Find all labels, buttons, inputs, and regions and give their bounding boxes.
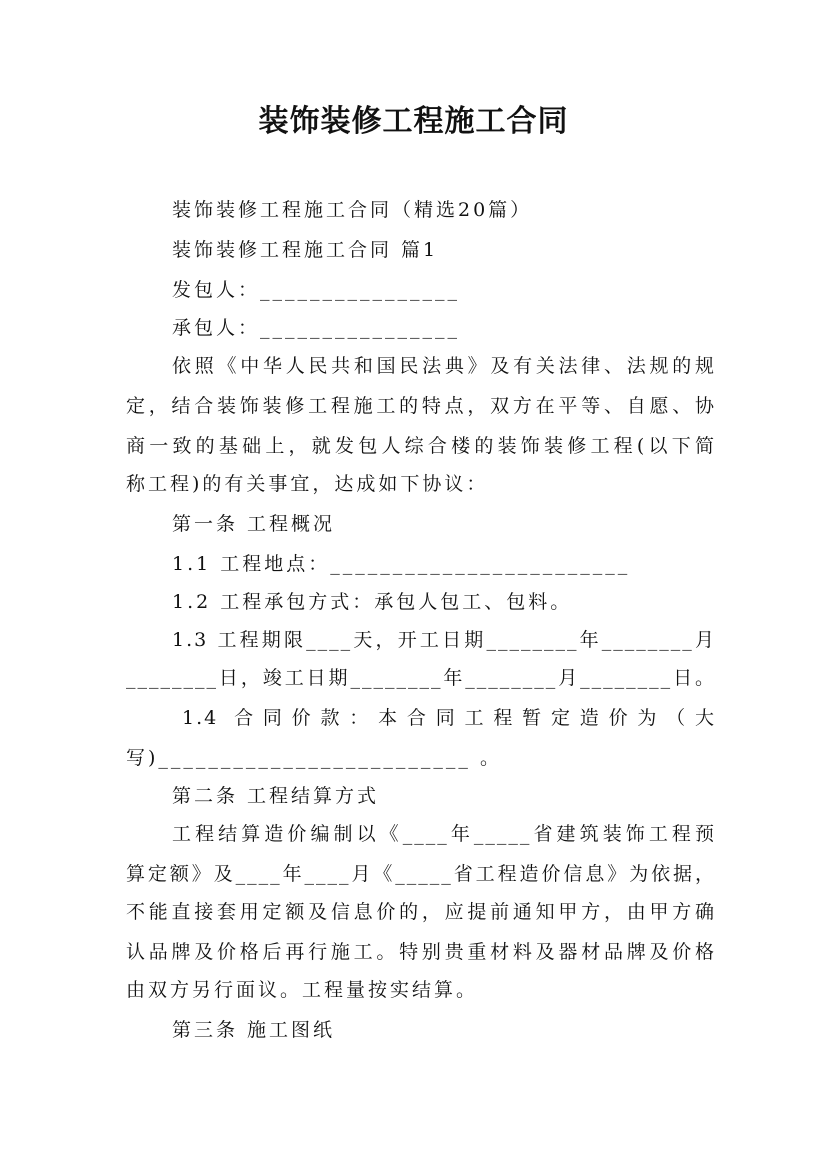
clause-line: 1.2 工程承包方式：承包人包工、包料。 <box>172 591 573 613</box>
article-heading: 第三条 施工图纸 <box>172 1019 336 1041</box>
section-heading: 装饰装修工程施工合同 篇1 <box>172 239 439 261</box>
paragraph-line: 不能直接套用定额及信息价的，应提前通知甲方，由甲方确 <box>126 901 716 923</box>
paragraph-line: 由双方另行面议。工程量按实结算。 <box>126 979 479 1001</box>
clause-line: 1.3 工程期限____天，开工日期________年________月 <box>172 629 716 651</box>
paragraph-line: 定，结合装饰装修工程施工的特点，双方在平等、自愿、协 <box>126 395 716 417</box>
paragraph-line: 算定额》及____年____月《_____省工程造价信息》为依据， <box>126 863 716 885</box>
paragraph-line: 认品牌及价格后再行施工。特别贵重材料及器材品牌及价格 <box>126 941 716 963</box>
party-b-line: 承包人：________________ <box>172 317 461 339</box>
document-title: 装饰装修工程施工合同 <box>258 104 569 139</box>
article-heading: 第二条 工程结算方式 <box>172 785 380 807</box>
clause-line: 1.4 合同价款：本合同工程暂定造价为（大 <box>182 707 716 729</box>
paragraph-line: 商一致的基础上，就发包人综合楼的装饰装修工程(以下简 <box>126 435 716 457</box>
clause-line: ________日，竣工日期________年________月________日。 <box>126 667 716 689</box>
article-heading: 第一条 工程概况 <box>172 513 336 535</box>
paragraph-line: 称工程)的有关事宜，达成如下协议： <box>126 473 489 495</box>
party-a-line: 发包人：________________ <box>172 279 461 301</box>
clause-line: 写)_________________________ 。 <box>126 747 502 769</box>
paragraph-line: 工程结算造价编制以《____年_____省建筑装饰工程预 <box>172 823 716 845</box>
paragraph-line: 依照《中华人民共和国民法典》及有关法律、法规的规 <box>172 355 716 377</box>
subtitle-line: 装饰装修工程施工合同（精选20篇） <box>172 199 533 221</box>
clause-line: 1.1 工程地点：________________________ <box>172 553 631 575</box>
